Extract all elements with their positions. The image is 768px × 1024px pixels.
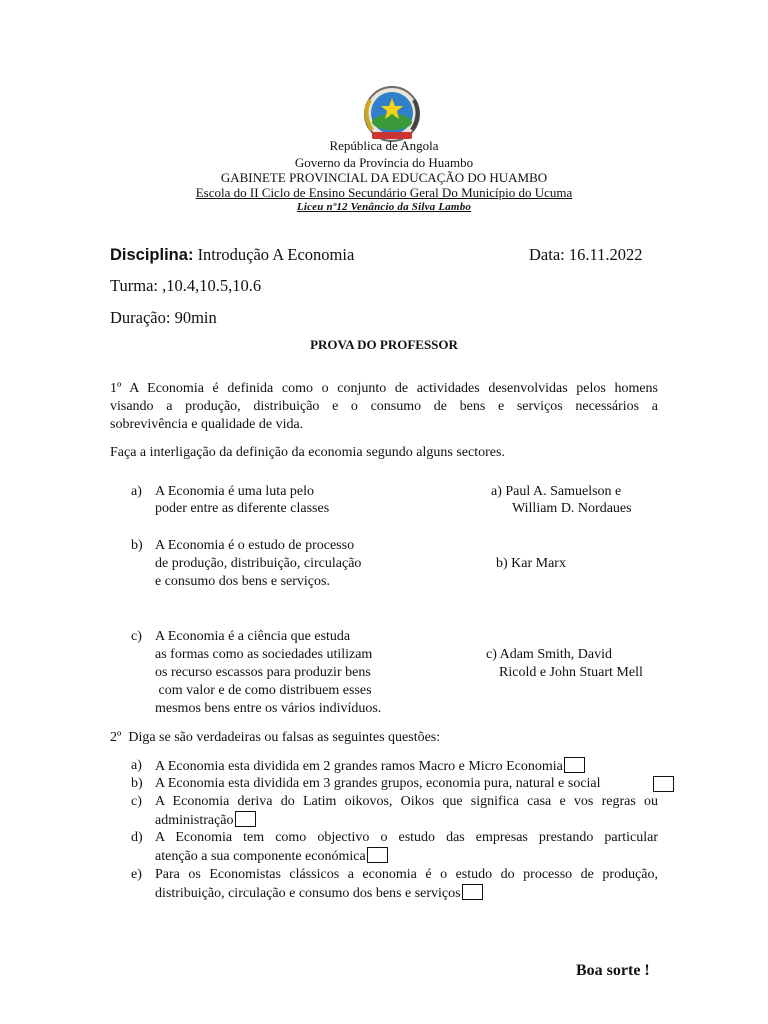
header-cabinet: GABINETE PROVINCIAL DA EDUCAÇÃO DO HUAMBO xyxy=(220,170,548,185)
header-school: Escola do II Ciclo de Ensino Secundário Geral Do Município do Ucuma xyxy=(195,185,573,200)
q1-item-b-line: de produção, distribuição, circulação xyxy=(155,556,362,571)
q1-intro-line3: sobrevivência e qualidade de vida. xyxy=(110,417,304,432)
answer-checkbox[interactable] xyxy=(235,811,256,827)
q2-item-c-letter: c) xyxy=(131,794,142,809)
q2-item-a xyxy=(155,757,585,776)
answer-checkbox[interactable] xyxy=(653,776,674,792)
q1-item-b-line: A Economia é o estudo de processo xyxy=(155,538,355,553)
q1-author-c-line: c) Adam Smith, David xyxy=(486,647,612,662)
q1-item-c-line: mesmos bens entre os vários indivíduos. xyxy=(155,701,382,716)
q2-item-e-text: distribuição, circulação e consumo dos bens e serviços xyxy=(155,886,461,901)
answer-checkbox[interactable] xyxy=(462,884,483,900)
q1-author-b-line: b) Kar Marx xyxy=(496,556,566,571)
q2-item-c-text: administração xyxy=(155,813,234,828)
header-government: Governo da Província do Huambo xyxy=(294,155,474,170)
q1-item-c-letter: c) xyxy=(131,629,142,644)
q2-item-e-letter: e) xyxy=(131,867,142,882)
q1-item-a-line: poder entre as diferente classes xyxy=(155,501,330,516)
q1-item-b-line: e consumo dos bens e serviços. xyxy=(155,574,330,589)
q2-item-c-line1: A Economia deriva do Latim oikovos, Oikos que significa casa e vos regras ou xyxy=(155,794,658,809)
q2-item-e-line1: Para os Economistas clássicos a economia é o estudo do processo de produção, xyxy=(155,867,658,882)
header-liceu: Liceu nº12 Venâncio da Silva Lambo xyxy=(296,201,472,213)
header-republic: República de Angola xyxy=(329,138,439,153)
q1-item-c-line: os recurso escassos para produzir bens xyxy=(155,665,371,680)
q1-author-c-line: Ricold e John Stuart Mell xyxy=(499,665,643,680)
q2-intro: 2º Diga se são verdadeiras ou falsas as seguintes questões: xyxy=(110,730,441,745)
q1-intro-line1: 1º A Economia é definida como o conjunto de actividades desenvolvidas pelos homens xyxy=(110,381,658,396)
good-luck: Boa sorte ! xyxy=(576,962,650,979)
page-title: PROVA DO PROFESSOR xyxy=(310,337,458,352)
angola-coat-of-arms-icon xyxy=(348,84,436,142)
duracao: Duração: 90min xyxy=(110,308,217,327)
q1-intro-line2: visando a produção, distribuição e o consumo de bens e serviços necessários a xyxy=(110,399,658,414)
exam-date: Data: 16.11.2022 xyxy=(529,245,643,264)
disciplina-value: Introdução A Economia xyxy=(193,245,355,264)
q1-instruction: Faça a interligação da definição da economia segundo alguns sectores. xyxy=(110,445,505,460)
q2-item-a-letter: a) xyxy=(131,758,142,773)
answer-checkbox[interactable] xyxy=(367,847,388,863)
answer-checkbox[interactable] xyxy=(564,757,585,773)
q1-item-c-line: as formas como as sociedades utilizam xyxy=(155,647,373,662)
q2-item-d-text: atenção a sua componente económica xyxy=(155,849,366,864)
q2-item-a-text: A Economia esta dividida em 2 grandes ramos Macro e Micro Economia xyxy=(155,759,563,774)
turma: Turma: ,10.4,10.5,10.6 xyxy=(110,276,262,295)
disciplina-label: Disciplina: xyxy=(110,246,194,264)
q1-item-c-line: com valor e de como distribuem esses xyxy=(155,683,372,698)
q2-item-d-line1: A Economia tem como objectivo o estudo das empresas prestando particular xyxy=(155,830,658,845)
q2-item-c-line2 xyxy=(155,811,256,830)
q2-item-b-letter: b) xyxy=(131,776,143,791)
q2-item-b-text: A Economia esta dividida em 3 grandes grupos, economia pura, natural e social xyxy=(155,776,601,791)
q1-author-a-line: a) Paul A. Samuelson e xyxy=(491,484,622,499)
q2-item-d-letter: d) xyxy=(131,830,143,845)
q2-item-b xyxy=(155,775,601,793)
q1-item-b-letter: b) xyxy=(131,538,143,553)
q1-item-c-line: A Economia é a ciência que estuda xyxy=(155,629,351,644)
q1-item-a-line: A Economia é uma luta pelo xyxy=(155,484,315,499)
disciplina xyxy=(110,245,354,265)
q2-item-d-line2 xyxy=(155,847,388,866)
q1-author-a-line: William D. Nordaues xyxy=(512,501,632,516)
q1-item-a-letter: a) xyxy=(131,484,142,499)
q2-item-e-line2 xyxy=(155,884,483,903)
